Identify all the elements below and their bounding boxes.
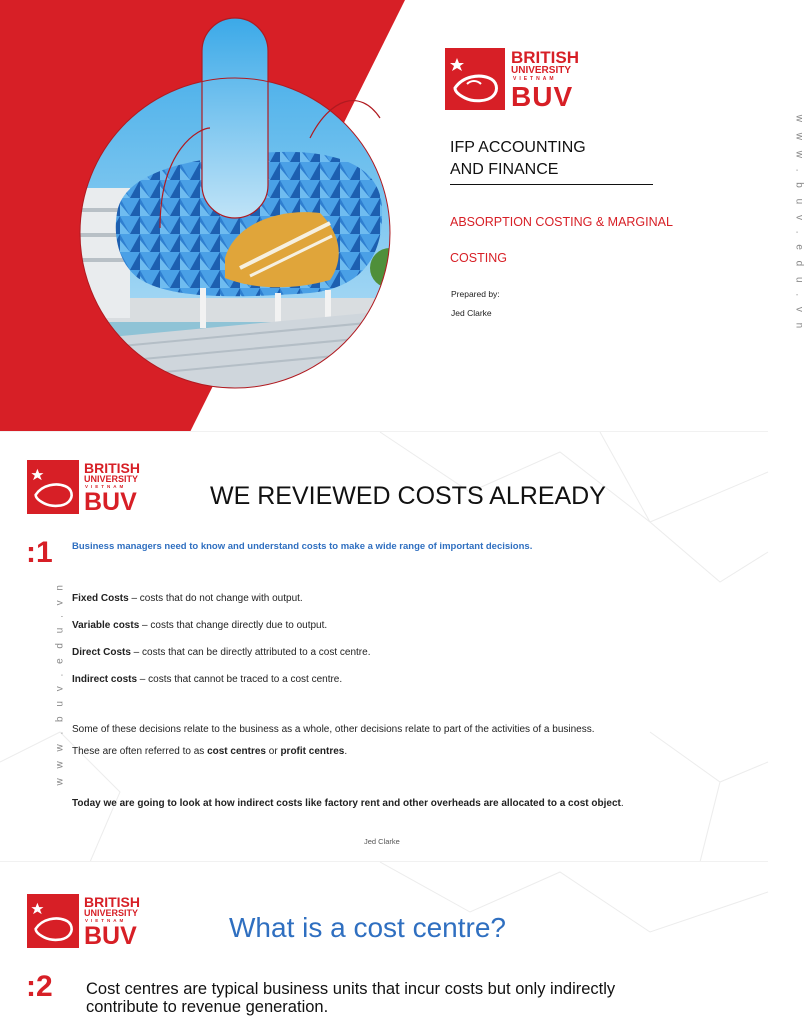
term-profit-centres: profit centres: [280, 746, 345, 757]
cost-centre-slide: [0, 862, 768, 1024]
title-underline: [450, 184, 653, 185]
cost-description: – costs that can be directly attributed to a cost centre.: [130, 647, 371, 658]
slide-number: :1: [26, 536, 53, 569]
buv-logo: [27, 460, 152, 516]
slide-footer-author: Jed Clarke: [364, 837, 400, 846]
lion-emblem: [445, 48, 505, 110]
logo-text-university: UNIVERSITY: [84, 474, 139, 484]
intro-text: Business managers need to know and understand costs to make a wide range of important decisions.: [72, 541, 533, 552]
text-span: or: [266, 746, 281, 757]
logo-text-buv: BUV: [84, 922, 137, 950]
cost-description: – costs that cannot be traced to a cost centre.: [137, 674, 343, 685]
lion-emblem: [27, 894, 79, 948]
cost-item-direct: [72, 647, 370, 658]
cost-item-fixed: [72, 593, 303, 604]
website-url-vertical: w w w . b u v . e d u . v n: [793, 114, 804, 333]
paragraph-centres: [72, 746, 347, 757]
cost-item-variable: [72, 620, 327, 631]
text-span: .: [620, 798, 624, 809]
term-cost-centres: cost centres: [207, 746, 266, 757]
logo-text-british: BRITISH: [511, 48, 579, 67]
buv-logo: [445, 48, 585, 112]
body-line1: Cost centres are typical business units that incur costs but only indirectly: [86, 980, 616, 998]
body-line2: contribute to revenue generation.: [86, 998, 329, 1016]
cost-term: Fixed Costs: [72, 593, 129, 604]
cost-term: Indirect costs: [72, 674, 138, 685]
logo-text-british: BRITISH: [84, 894, 140, 910]
cost-description: – costs that change directly due to output.: [139, 620, 328, 631]
logo-text-university: UNIVERSITY: [511, 65, 572, 76]
text-span: .: [344, 746, 348, 757]
paragraph-decisions: Some of these decisions relate to the business as a whole, other decisions relate to part of the activities of a business.: [72, 724, 595, 735]
slide-number: :2: [26, 970, 53, 1003]
title-slide: [0, 0, 804, 432]
prepared-by-label: Prepared by:: [451, 289, 500, 299]
logo-text-british: BRITISH: [84, 460, 140, 476]
today-text: Today we are going to look at how indirect costs like factory rent and other overheads are allocated to a cost object: [72, 798, 621, 809]
text-span: These are often referred to as: [72, 746, 208, 757]
building-photo: [60, 18, 420, 388]
cost-item-indirect: [72, 674, 342, 685]
slide-title: What is a cost centre?: [229, 912, 507, 943]
course-title-line1: IFP ACCOUNTING: [450, 139, 586, 156]
paragraph-today: [72, 798, 624, 809]
logo-text-vietnam: VIETNAM: [85, 484, 127, 489]
costs-review-slide: [0, 432, 768, 862]
cost-term: Direct Costs: [72, 647, 131, 658]
buv-logo: [27, 894, 152, 950]
topic-title-line1: ABSORPTION COSTING & MARGINAL: [450, 215, 673, 229]
slide-title: WE REVIEWED COSTS ALREADY: [210, 482, 606, 510]
topic-title-line2: COSTING: [450, 251, 507, 265]
cost-term: Variable costs: [72, 620, 140, 631]
logo-text-buv: BUV: [84, 488, 137, 516]
presenter-name: Jed Clarke: [451, 308, 492, 318]
cost-description: – costs that do not change with output.: [128, 593, 303, 604]
logo-text-university: UNIVERSITY: [84, 908, 139, 918]
course-title-line2: AND FINANCE: [450, 161, 559, 178]
lion-emblem: [27, 460, 79, 514]
logo-text-vietnam: VIETNAM: [85, 918, 127, 923]
website-url-vertical: w w w . b u v . e d u . v n: [54, 581, 66, 786]
logo-text-buv: BUV: [511, 81, 574, 112]
logo-text-vietnam: VIETNAM: [513, 76, 557, 82]
